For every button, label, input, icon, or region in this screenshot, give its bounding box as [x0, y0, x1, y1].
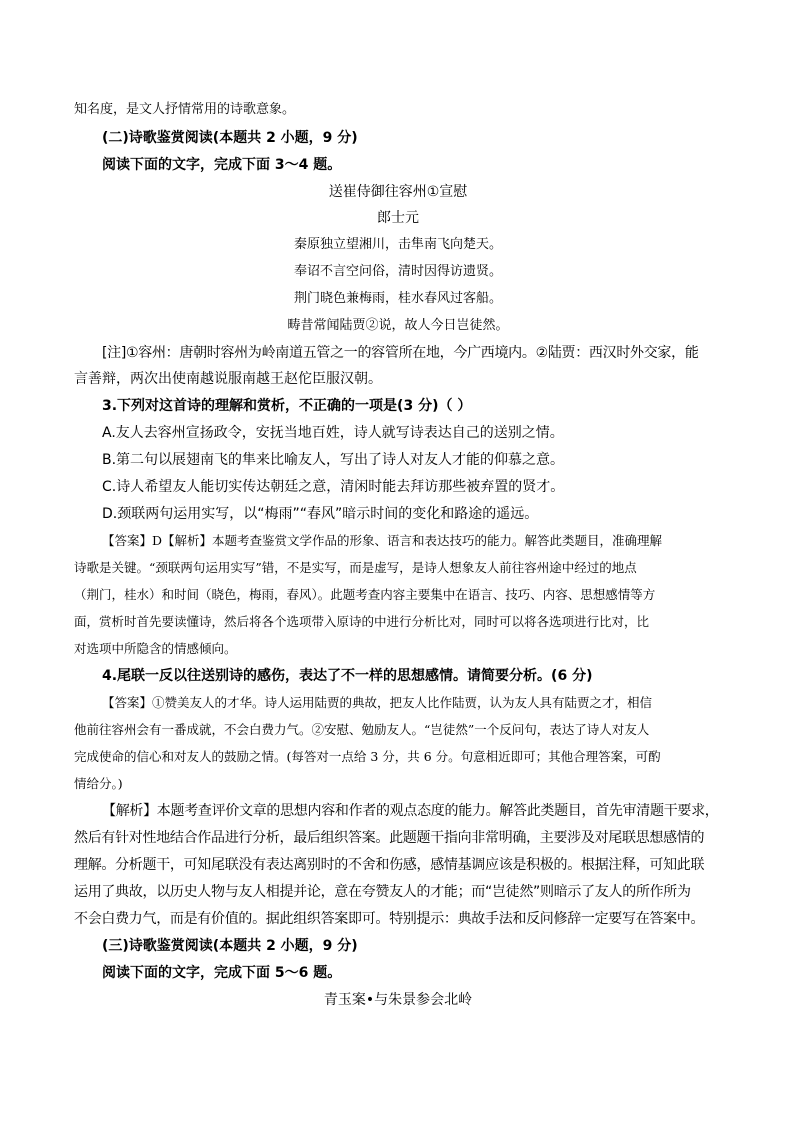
- answer-text: 【答案】D【解析】本题考查鉴赏文学作品的形象、语言和表达技巧的能力。解答此类题目，准确理解: [102, 533, 663, 548]
- answer-text: 对选项中所隐含的情感倾向。: [74, 641, 237, 656]
- analysis-text: 然后有针对性地结合作品进行分析，最后组织答案。此题题干指向非常明确，主要涉及对尾联思想感情的: [74, 830, 705, 846]
- poem-title: 青玉案•与朱景参会北岭: [323, 992, 473, 1008]
- poem-line: 秦原独立望湘川，击隼南飞向楚天。: [293, 237, 502, 252]
- question-4: 4.尾联一反以往送别诗的感伤，表达了不一样的思想感情。请简要分析。(6 分): [102, 668, 593, 684]
- instruction-text: 阅读下面的文字，完成下面 3～4 题。: [102, 157, 342, 173]
- section-heading: (三)诗歌鉴赏阅读(本题共 2 小题，9 分): [102, 938, 358, 954]
- section-heading: (二)诗歌鉴赏阅读(本题共 2 小题，9 分): [102, 130, 358, 146]
- analysis-text: 不会白费力气，而是有价值的。据此组织答案即可。特别提示：典故手法和反问修辞一定要写在答案中。: [74, 911, 705, 927]
- poem-line: 奉诏不言空问俗，清时因得访遗贤。: [293, 264, 502, 279]
- poem-author: 郎士元: [377, 210, 419, 226]
- answer-text: （荆门，桂水）和时间（晓色，梅雨，春风）。此题考查内容主要集中在语言、技巧、内容、思想感情等方: [74, 587, 656, 602]
- answer-text: 完成使命的信心和对友人的鼓励之情。(每答对一点给 3 分，共 6 分。句意相近即可；其他合理答案，可酌: [74, 749, 661, 764]
- option-b: B.第二句以展翅南飞的隼来比喻友人，写出了诗人对友人才能的仰慕之意。: [102, 452, 565, 468]
- analysis-text: 【解析】本题考查评价文章的思想内容和作者的观点态度的能力。解答此类题目，首先审清题干要求，: [102, 803, 719, 819]
- poem-title: 送崔侍御往容州①宣慰: [328, 184, 468, 200]
- poem-line: 畴昔常闻陆贾②说，故人今日岂徒然。: [287, 318, 509, 333]
- answer-text: 面，赏析时首先要读懂诗，然后将各个选项带入原诗的中进行分析比对，同时可以将各选项进行比对，比: [74, 614, 650, 629]
- answer-text: 他前往容州会有一番成就，不会白费力气。②安慰、勉励友人。“岂徒然”一个反问句，表达了诗人对友人: [74, 722, 650, 737]
- option-d: D.颈联两句运用实写，以“梅雨”“春风”暗示时间的变化和路途的遥远。: [102, 506, 539, 522]
- question-3: 3.下列对这首诗的理解和赏析，不正确的一项是(3 分)（ ）: [102, 398, 472, 414]
- answer-text: 诗歌是关键。“颈联两句运用实写”错，不是实写，而是虚写，是诗人想象友人前往容州途中经过的地点: [74, 560, 637, 575]
- analysis-text: 运用了典故，以历史人物与友人相提并论，意在夸赞友人的才能；而“岂徒然”则暗示了友人的所作所为: [74, 884, 691, 900]
- instruction-text: 阅读下面的文字，完成下面 5～6 题。: [102, 965, 342, 981]
- answer-text: 【答案】①赞美友人的才华。诗人运用陆贾的典故，把友人比作陆贾，认为友人具有陆贾之才，相信: [102, 695, 653, 710]
- answer-text: 情给分。): [74, 776, 123, 791]
- text-line: 知名度，是文人抒情常用的诗歌意象。: [74, 102, 296, 117]
- poem-note: 言善辩，两次出使南越说服南越王赵佗臣服汉朝。: [74, 371, 382, 387]
- poem-line: 荆门晓色兼梅雨，桂水春风过客船。: [293, 291, 502, 306]
- poem-note: [注]①容州：唐朝时容州为岭南道五管之一的容管所在地，今广西境内。②陆贾：西汉时外交家，能: [102, 345, 699, 361]
- analysis-text: 理解。分析题干，可知尾联没有表达离别时的不舍和伤感，感情基调应该是积极的。根据注释，可知此联: [74, 857, 705, 873]
- option-a: A.友人去容州宣扬政令，安抚当地百姓，诗人就写诗表达自己的送别之情。: [102, 425, 564, 441]
- option-c: C.诗人希望友人能切实传达朝廷之意，清闲时能去拜访那些被弃置的贤才。: [102, 479, 565, 495]
